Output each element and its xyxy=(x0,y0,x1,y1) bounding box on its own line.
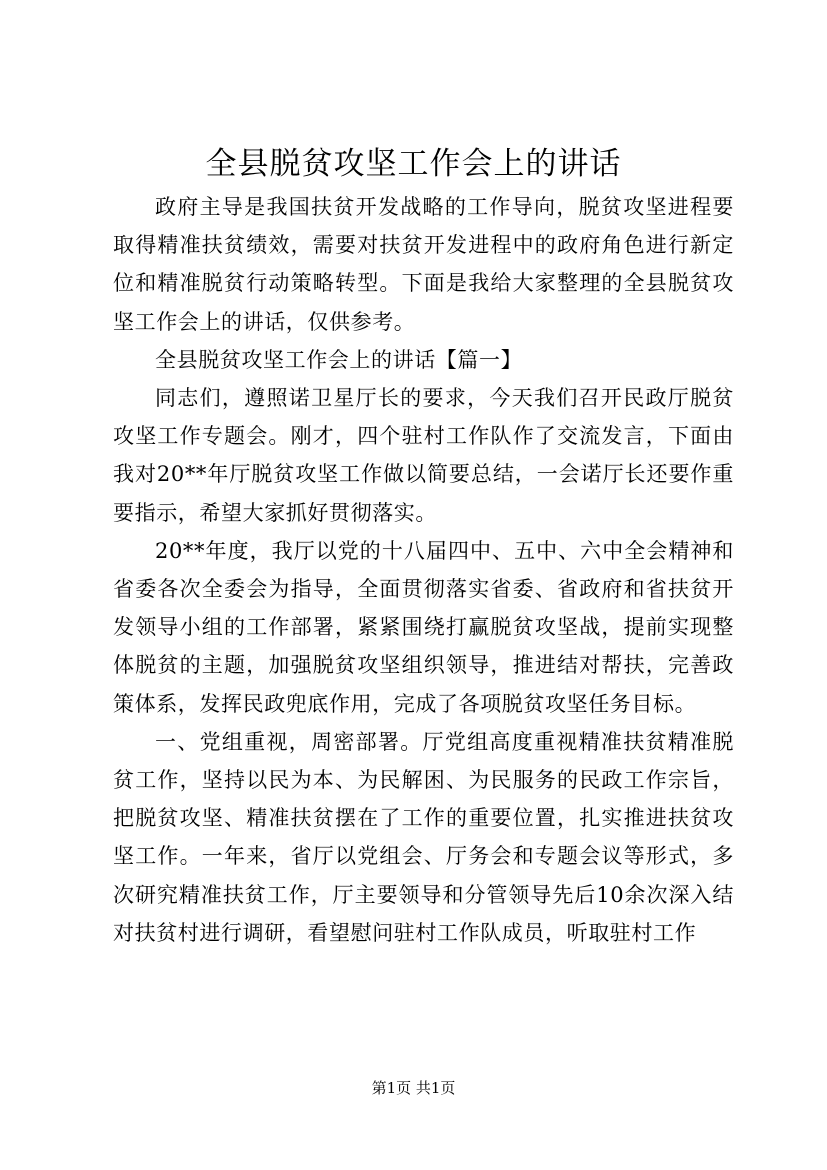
section-heading: 全县脱贫攻坚工作会上的讲话【篇一】 xyxy=(155,347,523,372)
paragraph-summary: 20**年度，我厅以党的十八届四中、五中、六中全会精神和省委各次全委会为指导，全面贯彻落实省委、省政府和省扶贫开发领导小组的工作部署，紧紧围绕打赢脱贫攻坚战，提前实现整体脱贫的主题，加强脱贫攻坚组织领导，推进结对帮扶，完善政策体系，发挥民政兜底作用，完成了各项脱贫攻坚任务目标。 xyxy=(113,538,734,716)
document-body xyxy=(113,188,734,952)
paragraph-opening: 同志们，遵照诺卫星厅长的要求，今天我们召开民政厅脱贫攻坚工作专题会。刚才，四个驻村工作队作了交流发言，下面由我对20**年厅脱贫攻坚工作做以简要总结，一会诺厅长还要作重要指示，希望大家抓好贯彻落实。 xyxy=(113,386,734,525)
paragraph-point-one: 一、党组重视，周密部署。厅党组高度重视精准扶贫精准脱贫工作，坚持以民为本、为民解困、为民服务的民政工作宗旨，把脱贫攻坚、精准扶贫摆在了工作的重要位置，扎实推进扶贫攻坚工作。一年来，省厅以党组会、厅务会和专题会议等形式，多次研究精准扶贫工作，厅主要领导和分管领导先后10余次深入结对扶贫村进行调研，看望慰问驻村工作队成员，听取驻村工作 xyxy=(113,729,734,945)
paragraph-intro: 政府主导是我国扶贫开发战略的工作导向，脱贫攻坚进程要取得精准扶贫绩效，需要对扶贫开发进程中的政府角色进行新定位和精准脱贫行动策略转型。下面是我给大家整理的全县脱贫攻坚工作会上的讲话，仅供参考。 xyxy=(113,195,734,334)
document-title: 全县脱贫攻坚工作会上的讲话 xyxy=(205,146,622,182)
page-footer: 第1页 共1页 xyxy=(371,1079,456,1097)
